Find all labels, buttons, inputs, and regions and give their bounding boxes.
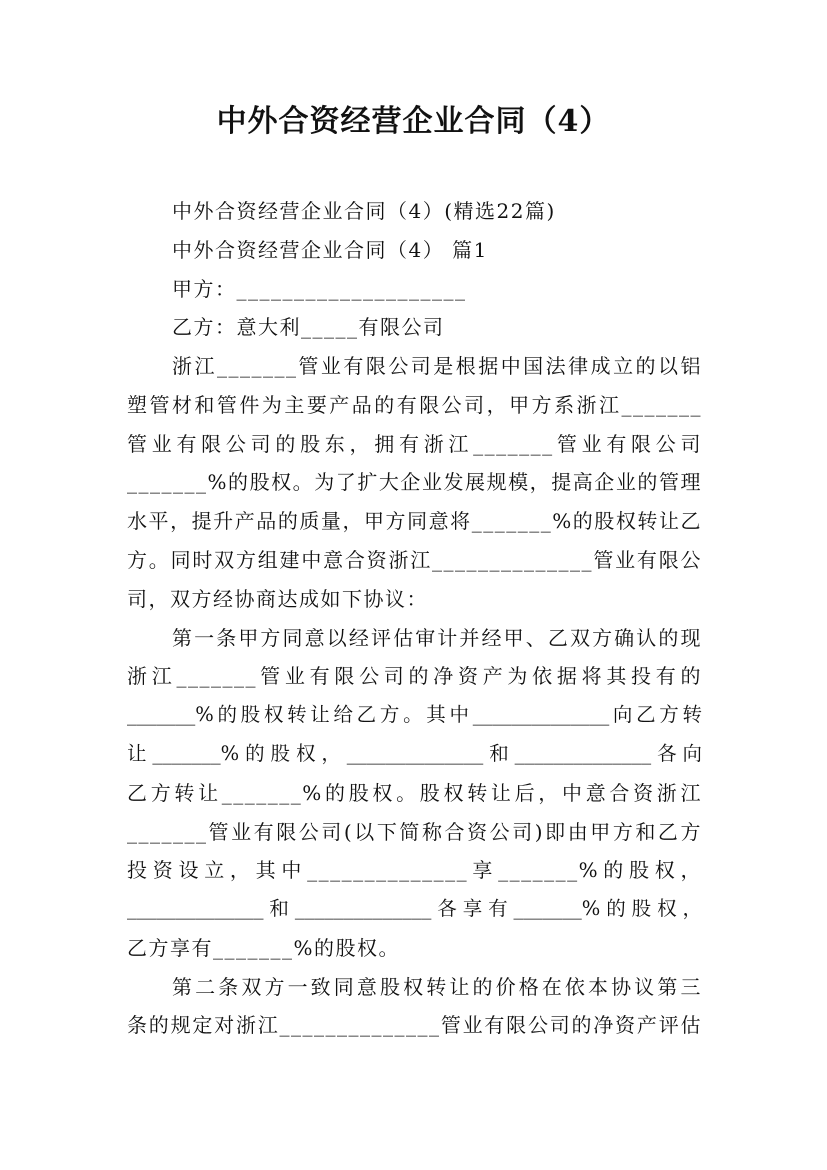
paragraph-line: _______%的股权。为了扩大企业发展规模，提高企业的管理 — [127, 470, 702, 494]
paragraph-line: 条的规定对浙江______________管业有限公司的净资产评估 — [127, 1013, 702, 1037]
paragraph-line: 投资设立，其中______________享_______%的股权， — [127, 858, 702, 882]
paragraph-line: 浙江_______管业有限公司是根据中国法律成立的以铝 — [172, 354, 702, 378]
paragraph-line: _______%的股权转让给乙方。其中______________向乙方转 — [127, 703, 702, 726]
paragraph-line: 第一条甲方同意以经评估审计并经甲、乙双方确认的现 — [172, 626, 702, 650]
paragraph-line: 甲方：____________________ — [172, 277, 467, 301]
paragraph-line: 塑管材和管件为主要产品的有限公司，甲方系浙江_______ — [127, 393, 702, 417]
paragraph-line: 中外合资经营企业合同（4）(精选22篇) — [172, 199, 556, 223]
paragraph-line: 水平，提升产品的质量，甲方同意将_______%的股权转让乙 — [127, 509, 702, 533]
paragraph-line: 方。同时双方组建中意合资浙江______________管业有限公 — [127, 548, 702, 572]
paragraph-line: 管业有限公司的股东，拥有浙江_______管业有限公司 — [127, 432, 702, 456]
paragraph-line: ______________和______________各享有_______%的股权， — [127, 897, 702, 920]
paragraph-line: 让_______%的股权，______________和______________各向 — [127, 742, 702, 765]
paragraph-line: 乙方享有_______%的股权。 — [127, 936, 401, 960]
paragraph-line: 中外合资经营企业合同（4） 篇1 — [172, 238, 488, 262]
paragraph-line: 浙江_______管业有限公司的净资产为依据将其投有的 — [127, 664, 702, 688]
paragraph-line: 司，双方经协商达成如下协议： — [127, 587, 428, 611]
paragraph-line: 第二条双方一致同意股权转让的价格在依本协议第三 — [172, 975, 702, 999]
paragraph-line: _______管业有限公司(以下简称合资公司)即由甲方和乙方 — [127, 820, 702, 844]
paragraph-line: 乙方：意大利_____有限公司 — [172, 315, 445, 339]
paragraph-line: 乙方转让_______%的股权。股权转让后，中意合资浙江 — [127, 781, 702, 805]
document-title: 中外合资经营企业合同（4） — [216, 104, 611, 139]
